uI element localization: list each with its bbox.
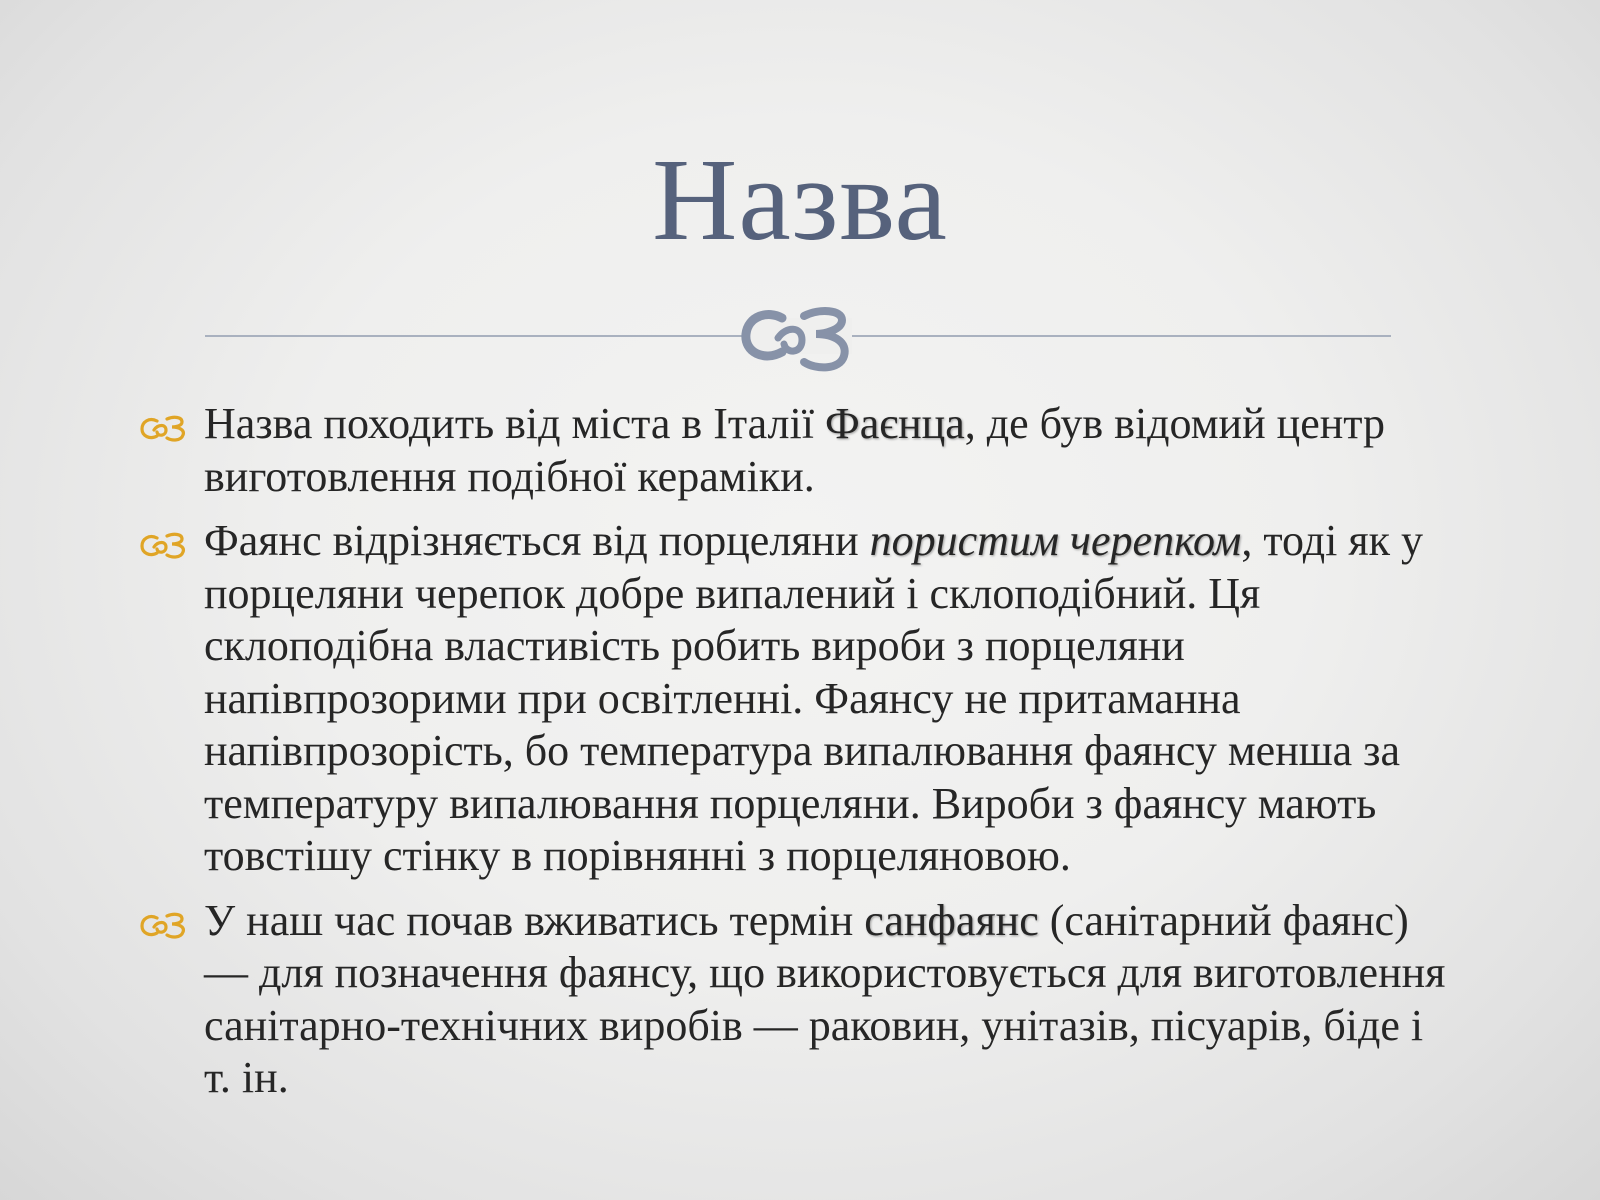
ornament-bullet-icon — [140, 531, 188, 559]
bullet-text-3-pre: У наш час почав вживатись термін — [204, 895, 865, 945]
ornament-bullet-icon — [140, 414, 188, 442]
bullet-highlight-faenza: Фаєнца — [824, 399, 965, 448]
bullet-highlight-sanfayans: санфаянс — [864, 895, 1039, 945]
bullet-text-3-post: (санітарний фаянс) — для позначення фаянсу, що використовується для виготовлення санітарно-технічних виробів — раковин, унітазів, пісуарів, біде і т. ін. — [204, 895, 1446, 1102]
ornament-icon — [738, 300, 862, 372]
slide-title: Назва — [652, 134, 948, 265]
ornament-bullet-icon — [140, 911, 188, 939]
bullet-highlight-porous-body: пористим черепком — [869, 516, 1242, 565]
bullet-text-2-post: , тоді як у порцеляни черепок добре випалений і склоподібний. Ця склоподібна властивість робить вироби з порцеляни напівпрозорими при освітленні. Фаянсу не притаманна напівпрозорість, бо температура випалювання фаянсу менша за температуру випалювання порцеляни. Вироби з фаянсу мають товстішу стінку в порівнянні з порцеляновою. — [204, 516, 1423, 880]
bullet-text-1-pre: Назва походить від міста в Італії — [204, 399, 825, 448]
list-item — [140, 515, 1460, 883]
list-item — [140, 398, 1460, 503]
bullet-text-1-post: , де був відомий центр виготовлення подібної кераміки. — [204, 399, 1386, 501]
bullet-list — [140, 398, 1460, 1117]
bullet-text-2-pre: Фаянс відрізняється від порцеляни — [204, 516, 870, 565]
list-item — [140, 895, 1460, 1105]
